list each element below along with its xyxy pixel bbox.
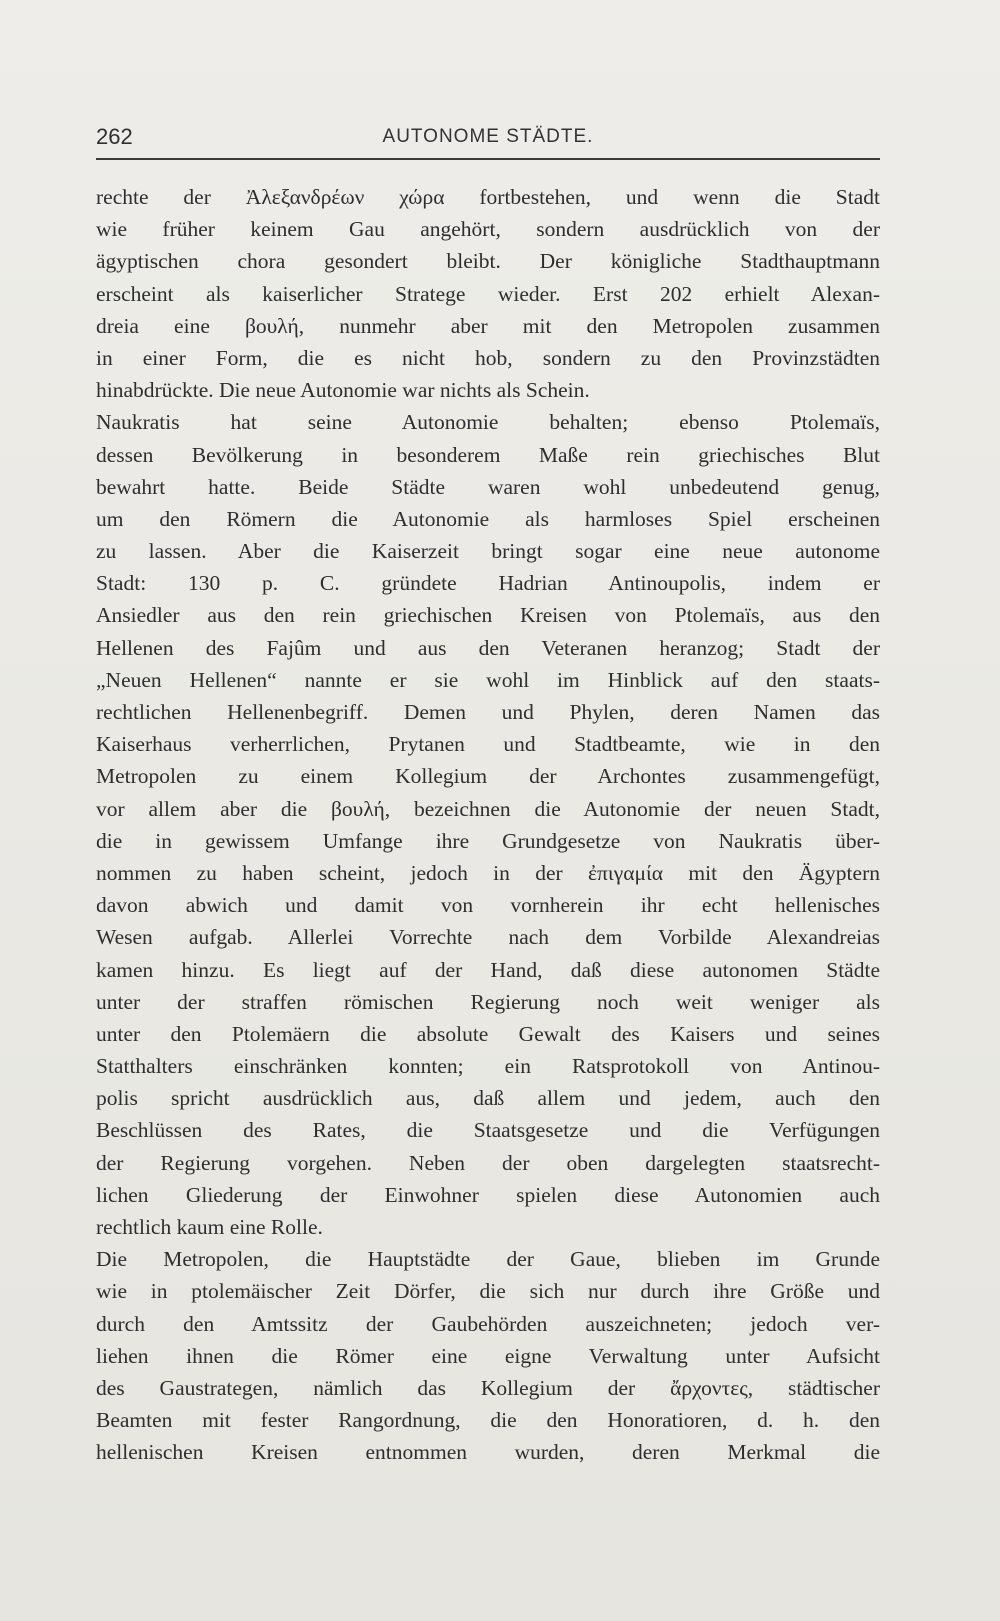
text-line: unter der straffen römischen Regierung noch weit weniger als <box>96 989 880 1014</box>
text-line: dessen Bevölkerung in besonderem Maße rein griechisches Blut <box>96 442 880 467</box>
text-line: erscheint als kaiserlicher Stratege wieder. Erst 202 erhielt Alexan- <box>96 281 880 306</box>
page-header <box>96 120 880 160</box>
text-line: Statthalters einschränken konnten; ein Ratsprotokoll von Antinou- <box>96 1054 880 1079</box>
text-line: ägyptischen chora gesondert bleibt. Der königliche Stadthauptmann <box>96 249 880 274</box>
text-line: bewahrt hatte. Beide Städte waren wohl unbedeutend genug, <box>96 474 880 499</box>
text-line: Beamten mit fester Rangordnung, die den Honoratioren, d. h. den <box>96 1408 880 1433</box>
text-line: Die Metropolen, die Hauptstädte der Gaue, blieben im Grunde <box>96 1247 880 1272</box>
text-line: der Regierung vorgehen. Neben der oben dargelegten staatsrecht- <box>96 1150 880 1175</box>
text-line: lichen Gliederung der Einwohner spielen diese Autonomien auch <box>96 1182 880 1207</box>
text-line: nommen zu haben scheint, jedoch in der ἐπιγαμία mit den Ägyptern <box>96 860 880 885</box>
text-line: Ansiedler aus den rein griechischen Kreisen von Ptolemaïs, aus den <box>96 603 880 628</box>
text-line: wie früher keinem Gau angehört, sondern ausdrücklich von der <box>96 217 880 242</box>
text-line: vor allem aber die βουλή, bezeichnen die Autonomie der neuen Stadt, <box>96 796 880 821</box>
text-line: rechtlich kaum eine Rolle. <box>96 1215 323 1239</box>
text-line: Kaiserhaus verherrlichen, Prytanen und Stadtbeamte, wie in den <box>96 732 880 757</box>
text-line: Stadt: 130 p. C. gründete Hadrian Antinoupolis, indem er <box>96 571 880 596</box>
text-line: des Gaustrategen, nämlich das Kollegium der ἄρχοντες, städtischer <box>96 1375 880 1400</box>
text-line: um den Römern die Autonomie als harmloses Spiel erscheinen <box>96 506 880 531</box>
text-line: „Neuen Hellenen“ nannte er sie wohl im Hinblick auf den staats- <box>96 667 880 692</box>
text-line: in einer Form, die es nicht hob, sondern zu den Provinzstädten <box>96 345 880 370</box>
text-line: Metropolen zu einem Kollegium der Archontes zusammengefügt, <box>96 764 880 789</box>
page-number: 262 <box>96 124 133 149</box>
text-line: rechtlichen Hellenenbegriff. Demen und Phylen, deren Namen das <box>96 700 880 724</box>
text-line: Hellenen des Fajûm und aus den Veteranen heranzog; Stadt der <box>96 635 880 660</box>
text-line: Naukratis hat seine Autonomie behalten; ebenso Ptolemaïs, <box>96 410 880 435</box>
text-line: hellenischen Kreisen entnommen wurden, deren Merkmal die <box>96 1440 880 1465</box>
text-line: polis spricht ausdrücklich aus, daß allem und jedem, auch den <box>96 1086 880 1111</box>
text-line: Beschlüssen des Rates, die Staatsgesetze und die Verfügungen <box>96 1118 880 1143</box>
running-title: AUTONOME STÄDTE. <box>382 126 594 147</box>
body-text <box>96 181 880 1469</box>
text-line: hinabdrückte. Die neue Autonomie war nichts als Schein. <box>96 378 590 403</box>
text-line: Wesen aufgab. Allerlei Vorrechte nach dem Vorbilde Alexandreias <box>96 925 880 950</box>
text-line: liehen ihnen die Römer eine eigne Verwaltung unter Aufsicht <box>96 1343 880 1368</box>
text-line: wie in ptolemäischer Zeit Dörfer, die sich nur durch ihre Größe und <box>96 1279 880 1304</box>
text-line: davon abwich und damit von vornherein ihr echt hellenisches <box>96 893 880 918</box>
text-line: durch den Amtssitz der Gaubehörden auszeichneten; jedoch ver- <box>96 1311 880 1336</box>
text-line: zu lassen. Aber die Kaiserzeit bringt sogar eine neue autonome <box>96 539 880 564</box>
text-line: rechte der Ἀλεξανδρέων χώρα fortbestehen, und wenn die Stadt <box>96 185 880 209</box>
text-line: dreia eine βουλή, nunmehr aber mit den Metropolen zusammen <box>96 313 880 338</box>
text-line: unter den Ptolemäern die absolute Gewalt des Kaisers und seines <box>96 1021 880 1046</box>
text-line: kamen hinzu. Es liegt auf der Hand, daß diese autonomen Städte <box>96 957 880 982</box>
text-line: die in gewissem Umfange ihre Grundgesetze von Naukratis über- <box>96 828 880 853</box>
